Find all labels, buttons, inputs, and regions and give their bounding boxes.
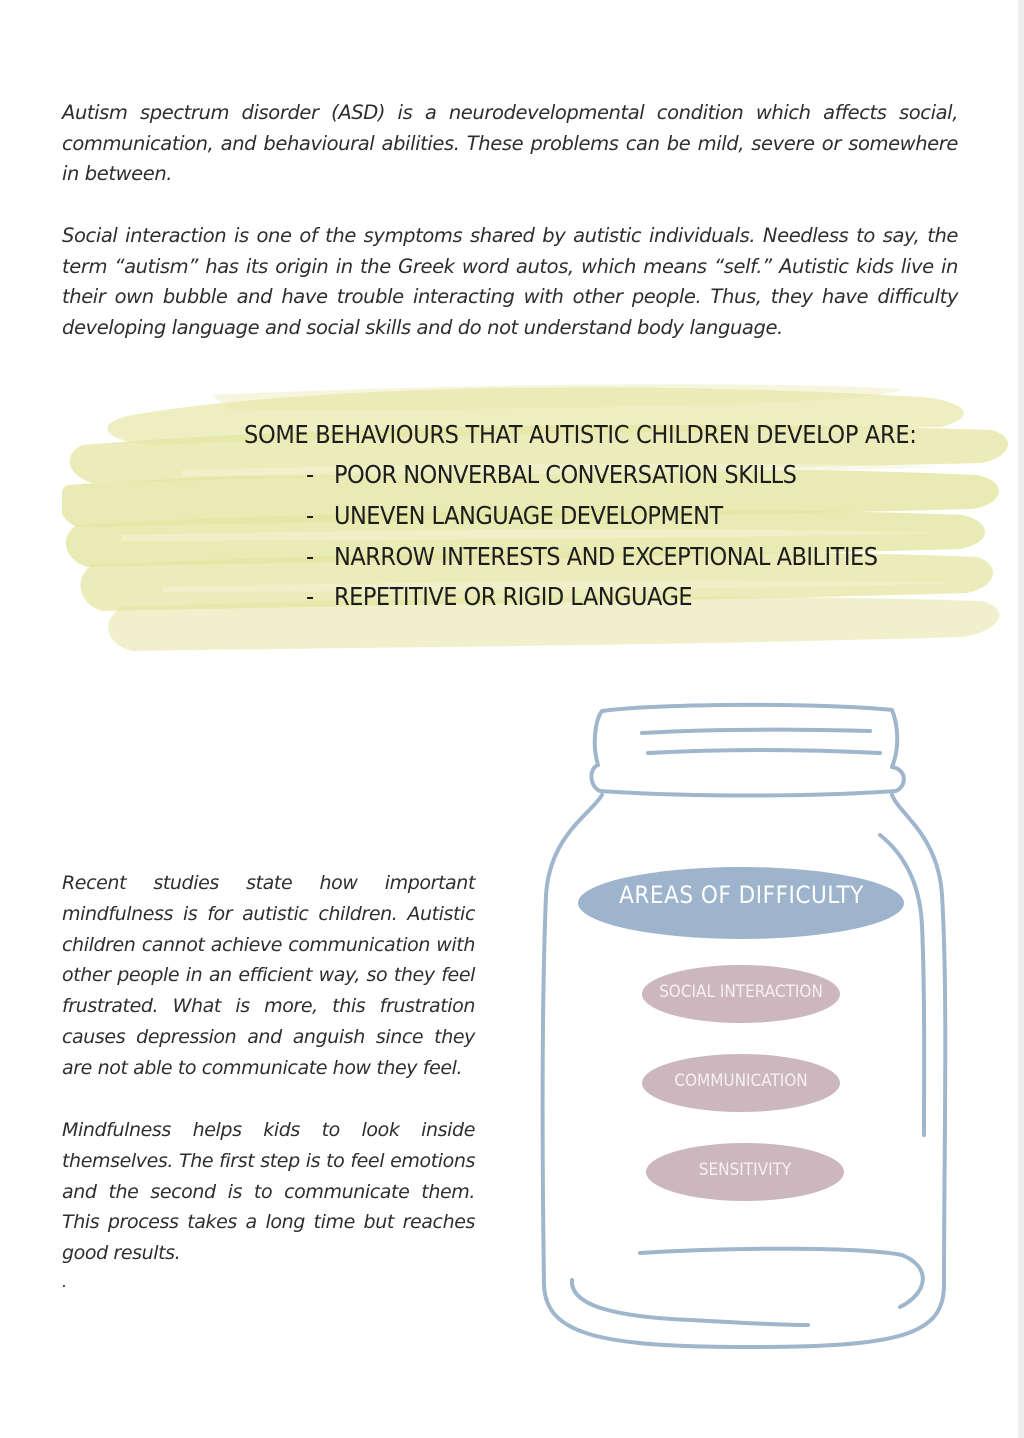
- mindfulness-paragraph-2: Mindfulness helps kids to look inside themselves. The first step is to feel emotions and the second is to communicate them. This process takes a long time but reaches good results.: [62, 1119, 475, 1265]
- page-edge-shadow: [1018, 0, 1024, 1438]
- behaviour-item-label: UNEVEN LANGUAGE DEVELOPMENT: [334, 501, 723, 530]
- jar-lid-outline: [595, 705, 897, 767]
- jar-lid-line: [642, 730, 870, 733]
- behaviour-item-label: POOR NONVERBAL CONVERSATION SKILLS: [334, 460, 797, 489]
- dash-bullet: -: [306, 542, 314, 571]
- jar-shine: [880, 835, 924, 1135]
- mindfulness-paragraph-1: Recent studies state how important mindfulness is for autistic children. Autistic children cannot achieve communication with other people in an efficient way, so they feel frustrated. What is more, this frustration causes depression and anguish since they are not able to communicate how they feel.: [62, 872, 475, 1079]
- mason-jar-illustration: [540, 695, 960, 1360]
- jar-rim-outline: [591, 765, 903, 796]
- intro-paragraph-1: Autism spectrum disorder (ASD) is a neurodevelopmental condition which affects social, communication, and behavioural abilities. These problems can be mild, severe or somewhere in between.: [62, 101, 958, 186]
- dash-bullet: -: [306, 460, 314, 489]
- jar-item-label: SOCIAL INTERACTION: [659, 982, 823, 1002]
- jar-item-label: COMMUNICATION: [674, 1071, 808, 1091]
- intro-paragraph-2: Social interaction is one of the symptoms shared by autistic individuals. Needless to say, the term “autism” has its origin in the Greek word autos, which means “self.” Autistic kids live in their own bubble and have trouble interacting with other people. Thus, they have difficulty developing language and social skills and do not understand body language.: [62, 224, 958, 339]
- jar-bottom-curve: [572, 1280, 808, 1325]
- behaviours-heading: SOME BEHAVIOURS THAT AUTISTIC CHILDREN DEVELOP ARE:: [244, 420, 917, 449]
- behaviour-item-label: REPETITIVE OR RIGID LANGUAGE: [334, 582, 693, 611]
- behaviour-item: [306, 542, 878, 571]
- jar-lid-line: [648, 750, 880, 753]
- behaviour-item: [306, 582, 692, 611]
- behaviour-item-label: NARROW INTERESTS AND EXCEPTIONAL ABILITIES: [334, 542, 878, 571]
- dash-bullet: -: [306, 501, 314, 530]
- behaviour-item: [306, 460, 796, 489]
- trailing-dot: .: [62, 1272, 67, 1291]
- jar-item-label: SENSITIVITY: [698, 1160, 792, 1180]
- dash-bullet: -: [306, 582, 314, 611]
- behaviour-item: [306, 501, 723, 530]
- jar-bottom-curve: [640, 1249, 923, 1307]
- jar-title-label: AREAS OF DIFFICULTY: [619, 881, 864, 909]
